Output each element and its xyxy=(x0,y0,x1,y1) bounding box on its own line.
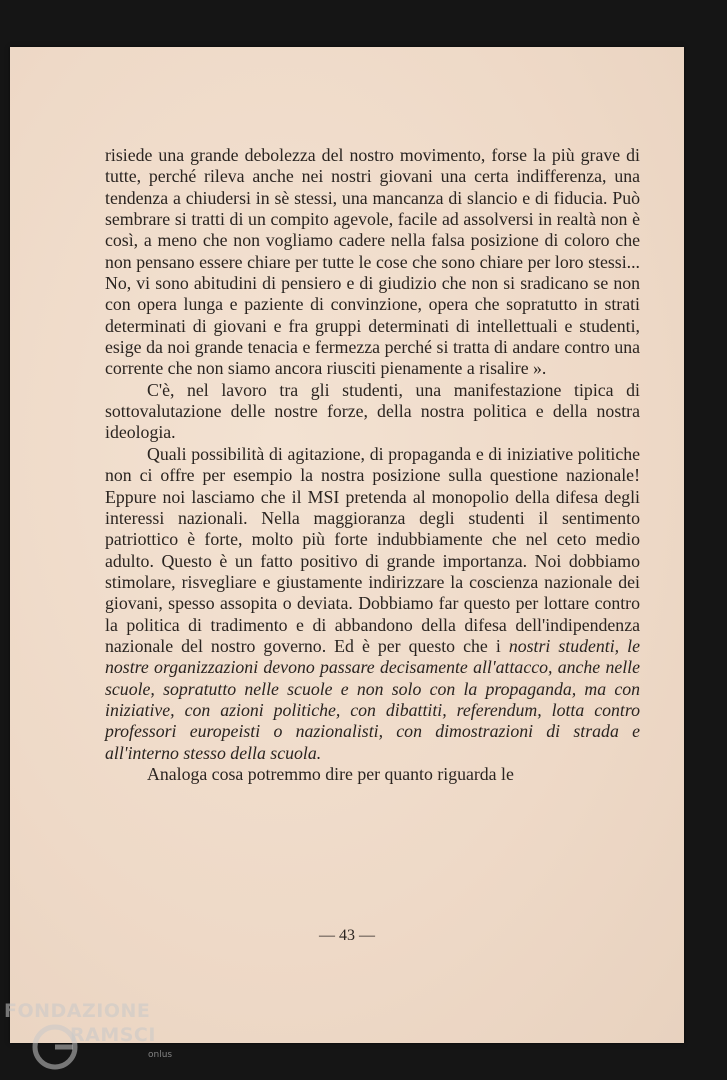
watermark xyxy=(4,1000,194,1072)
watermark-line2: RAMSCI xyxy=(70,1024,156,1046)
page-number: — 43 — xyxy=(319,927,375,944)
text-segment: Quali possibilità di agitazione, di propaganda e di iniziative politiche non ci offre per esempio la nostra posizione sulla questione nazionale! Eppure noi lasciamo che il MSI pretenda al monopolio della difesa degli interessi nazionali. Nella maggioranza degli studenti il sentimento patriottico è forte, molto più forte indubbiamente che nel ceto medio adulto. Questo è un fatto positivo di grande importanza. Noi dobbiamo stimolare, risvegliare e giustamente indirizzare la coscienza nazionale dei giovani, spesso assopita o deviata. Dobbiamo far questo per lottare contro la politica di tradimento e di abbandono della difesa dell'indipendenza nazionale del nostro governo. Ed è per questo che i xyxy=(105,443,640,656)
paragraph xyxy=(105,145,640,380)
italic-text: nostri studenti, le nostre organizzazioni devono passare decisamente all'attacco, anche nelle scuole, sopratutto nelle scuole e non solo con la propaganda, ma con iniziative, con azioni politiche, con dibattiti, referendum, lotta contro professori europeisti o nazionalisti, con dimostrazioni di strada e all'interno stesso della scuola. xyxy=(105,635,640,763)
paragraph xyxy=(105,764,640,785)
watermark-suffix: onlus xyxy=(148,1050,173,1060)
text-segment: C'è, nel lavoro tra gli studenti, una manifestazione tipica di sottovalutazione delle nostre forze, della nostra politica e della nostra ideologia. xyxy=(105,379,640,443)
text-segment: risiede una grande debolezza del nostro movimento, forse la più grave di tutte, perché rileva anche nei nostri giovani una certa indifferenza, una tendenza a chiudersi in sè stessi, una mancanza di slancio e di fiducia. Può sembrare si tratti di un compito agevole, facile ad assolversi in realtà non è così, a meno che non vogliamo cadere nella falsa posizione di coloro che non pensano essere chiare per tutte le cose che sono chiare per loro stessi... No, vi sono abitudini di pensiero e di giudizio che non si sradicano se non con opera lunga e paziente di convinzione, opera che sopratutto in strati determinati di giovani e fra gruppi determinati di intellettuali e studenti, esige da noi grande tenacia e fermezza perché si tratta di andare contro una corrente che non siamo ancora riusciti pienamente a risalire ». xyxy=(105,145,640,379)
text-segment: Analoga cosa potremmo dire per quanto riguarda le xyxy=(147,763,514,784)
paragraph xyxy=(105,380,640,444)
body-text xyxy=(105,145,640,785)
watermark-line1: FONDAZIONE xyxy=(4,1000,151,1022)
paragraph xyxy=(105,444,640,764)
document-page xyxy=(10,47,684,1043)
